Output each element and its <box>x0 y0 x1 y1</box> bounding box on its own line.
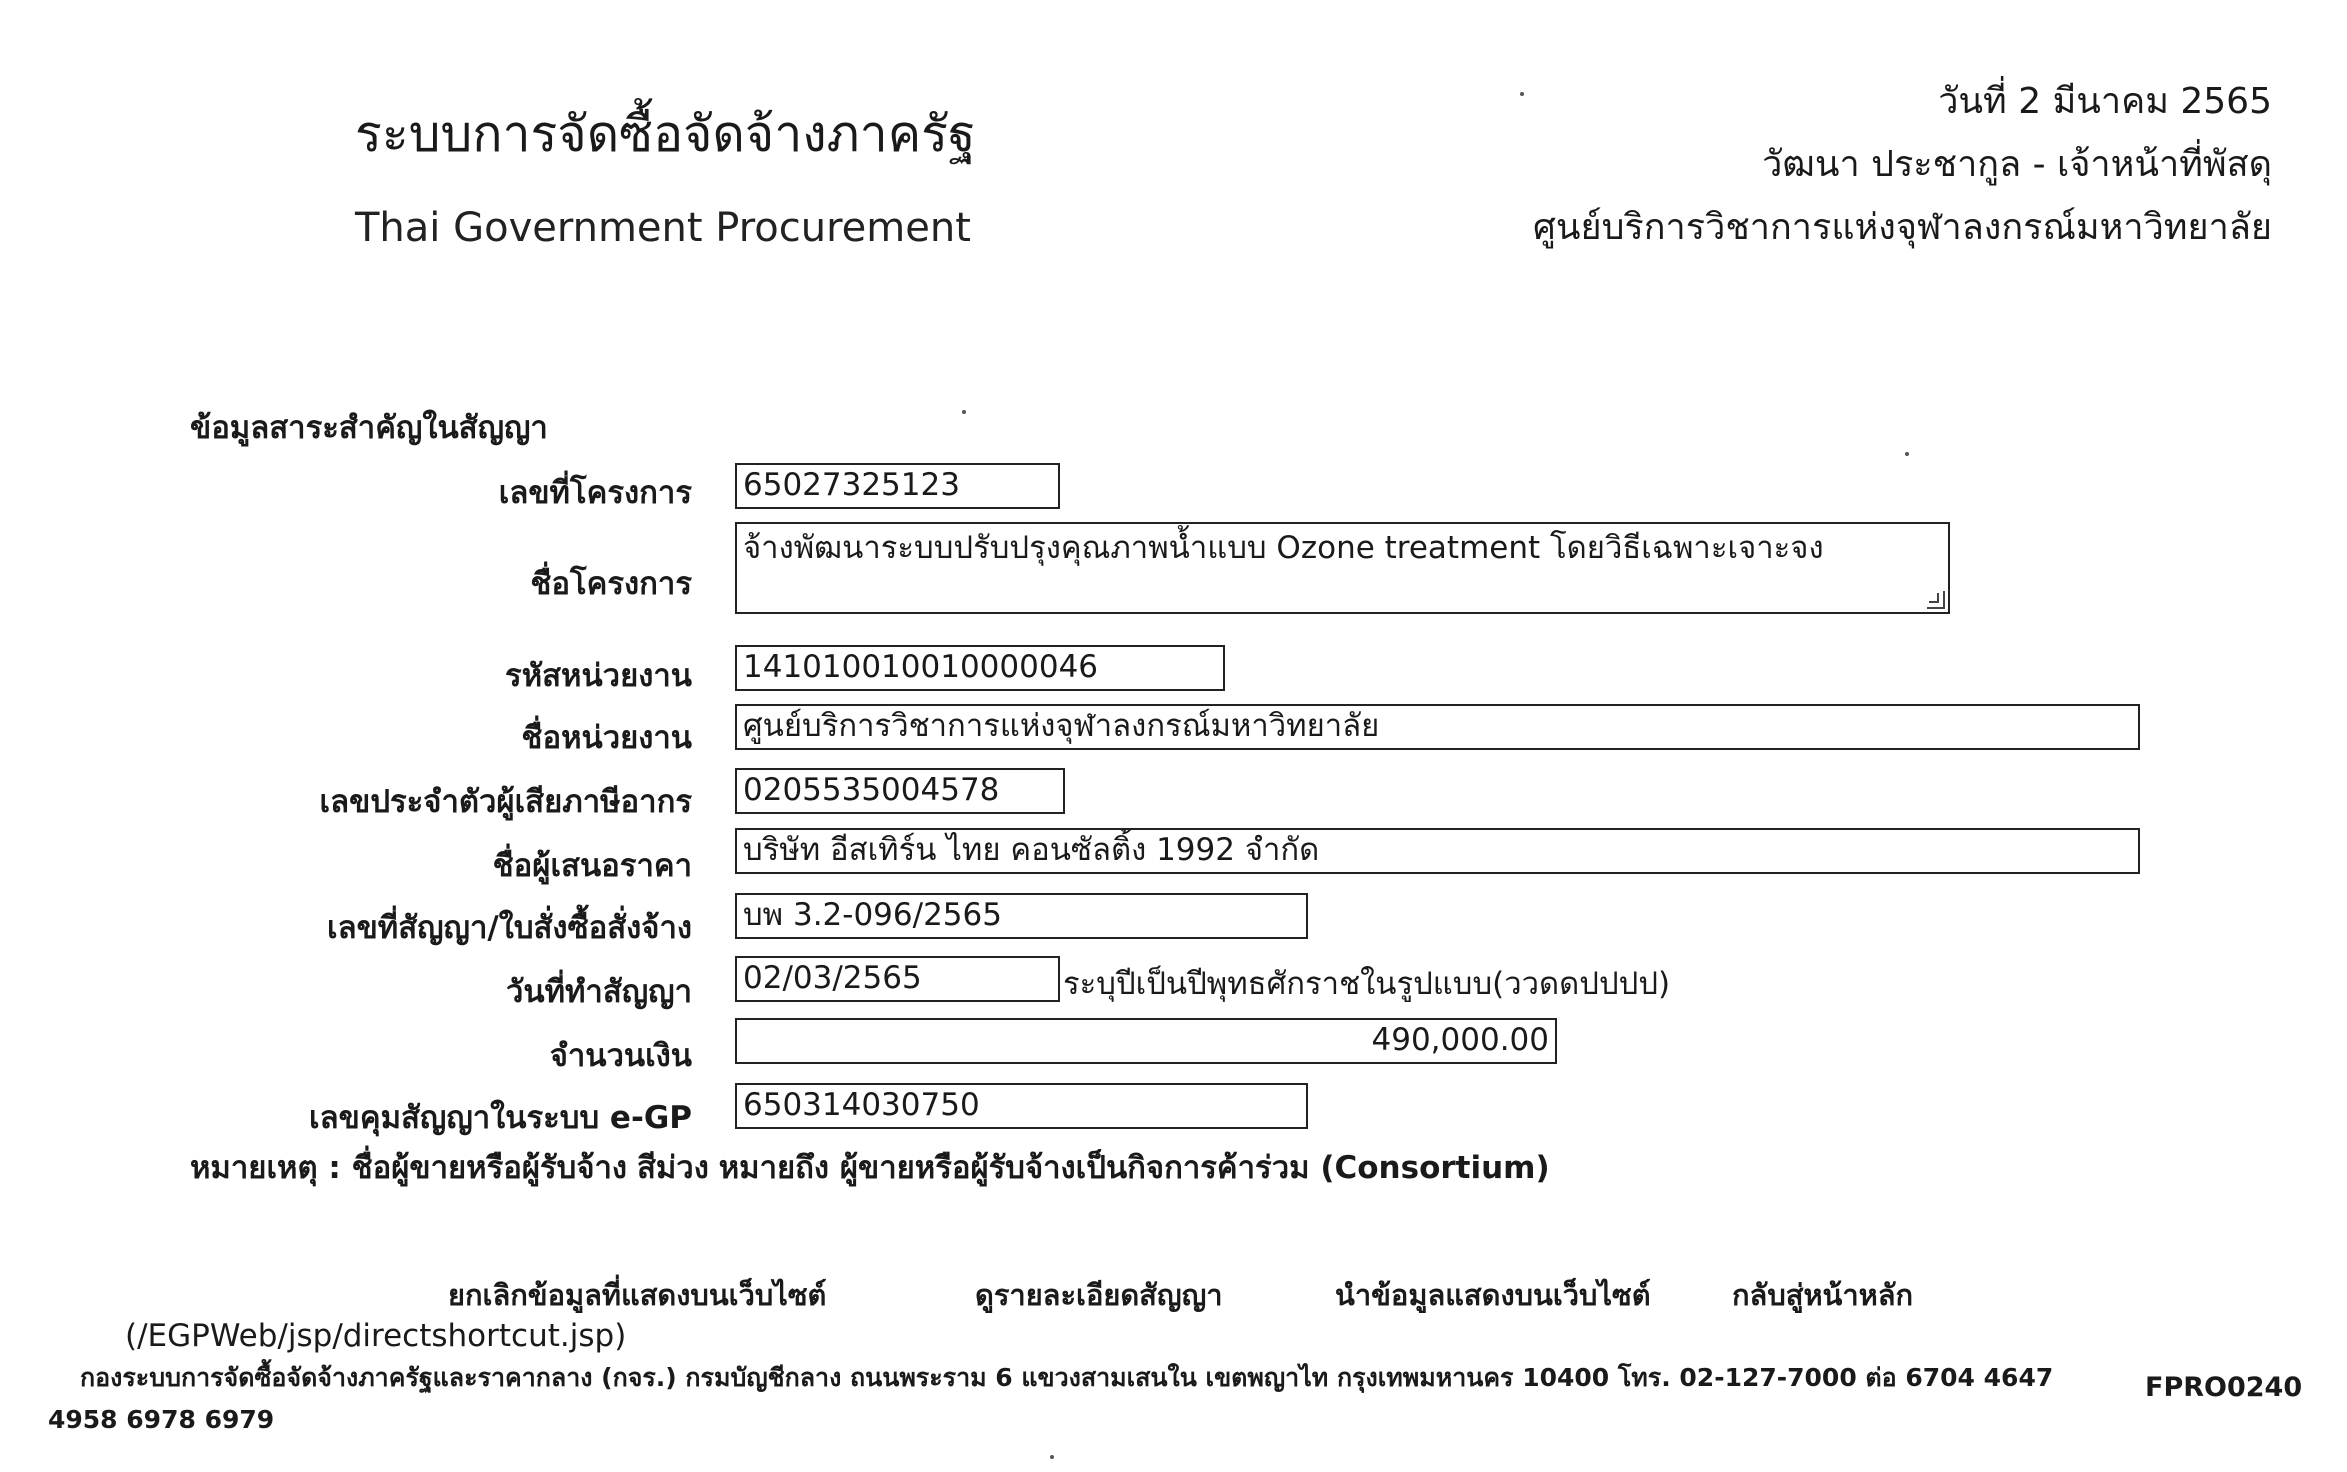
bidder-name-field[interactable] <box>735 828 2140 874</box>
header-user: วัฒนา ประชากูล - เจ้าหน้าที่พัสดุ <box>1762 144 2272 185</box>
agency-code-value: 141010010010000046 <box>743 649 1099 685</box>
contract-date-value: 02/03/2565 <box>743 960 922 996</box>
footer-phone-extensions: 4958 6978 6979 <box>48 1405 275 1434</box>
contract-no-label: เลขที่สัญญา/ใบสั่งซื้อสั่งจ้าง <box>327 910 692 946</box>
agency-code-label: รหัสหน่วยงาน <box>505 658 692 694</box>
project-no-label: เลขที่โครงการ <box>498 475 692 511</box>
contract-date-label: วันที่ทำสัญญา <box>505 974 692 1010</box>
home-link[interactable]: กลับสู่หน้าหลัก <box>1732 1278 1914 1312</box>
scan-speck <box>1520 92 1524 96</box>
cancel-publish-link[interactable]: ยกเลิกข้อมูลที่แสดงบนเว็บไซต์ <box>448 1278 827 1312</box>
egp-no-field[interactable] <box>735 1083 1308 1129</box>
project-no-value: 65027325123 <box>743 467 960 503</box>
project-name-field[interactable] <box>735 522 1950 614</box>
note-highlight: สีม่วง <box>636 1150 709 1186</box>
agency-name-field[interactable] <box>735 704 2140 750</box>
contract-no-value: บพ 3.2-096/2565 <box>743 897 1002 933</box>
scan-speck <box>1050 1455 1054 1459</box>
agency-name-label: ชื่อหน่วยงาน <box>521 720 692 756</box>
section-title: ข้อมูลสาระสำคัญในสัญญา <box>190 410 548 446</box>
contract-date-hint: ระบุปีเป็นปีพุทธศักราชในรูปแบบ(ววดดปปปป) <box>1063 966 1671 1002</box>
agency-name-value: ศูนย์บริการวิชาการแห่งจุฬาลงกรณ์มหาวิทยาลัย <box>743 708 1380 744</box>
header-date: วันที่ 2 มีนาคม 2565 <box>1938 81 2272 122</box>
project-name-value: จ้างพัฒนาระบบปรับปรุงคุณภาพน้ำแบบ Ozone treatment โดยวิธีเฉพาะเจาะจง <box>743 530 1824 566</box>
tax-id-value: 0205535004578 <box>743 772 1000 808</box>
footer-address: กองระบบการจัดซื้อจัดจ้างภาครัฐและราคากลาง (กจร.) กรมบัญชีกลาง ถนนพระราม 6 แขวงสามเสนใน เขตพญาไท กรุงเทพมหานคร 10400 โทร. 02-127-7000 ต่อ 6704 4647 <box>80 1363 2054 1392</box>
view-contract-link[interactable]: ดูรายละเอียดสัญญา <box>975 1278 1223 1312</box>
shortcut-url: (/EGPWeb/jsp/directshortcut.jsp) <box>125 1318 627 1354</box>
resize-handle-icon[interactable] <box>1927 591 1945 609</box>
note-middle: หมายถึง ผู้ขายหรือผู้รับจ้างเป็นกิจการค้าร่วม (Consortium) <box>718 1150 1550 1186</box>
amount-value: 490,000.00 <box>1371 1022 1549 1058</box>
agency-code-field[interactable] <box>735 645 1225 691</box>
system-title-thai: ระบบการจัดซื้อจัดจ้างภาครัฐ <box>355 105 976 163</box>
header-organization: ศูนย์บริการวิชาการแห่งจุฬาลงกรณ์มหาวิทยาลัย <box>1533 207 2272 248</box>
scan-speck <box>962 410 966 414</box>
tax-id-label: เลขประจำตัวผู้เสียภาษีอากร <box>319 784 692 820</box>
note-text <box>190 1142 1550 1192</box>
amount-field[interactable] <box>735 1018 1557 1064</box>
egp-no-value: 650314030750 <box>743 1087 980 1123</box>
form-code: FPRO0240 <box>2145 1372 2303 1403</box>
bidder-name-label: ชื่อผู้เสนอราคา <box>492 848 692 884</box>
note-prefix: หมายเหตุ : ชื่อผู้ขายหรือผู้รับจ้าง <box>190 1150 628 1186</box>
bidder-name-value: บริษัท อีสเทิร์น ไทย คอนซัลติ้ง 1992 จำกัด <box>743 832 1320 868</box>
scan-speck <box>1905 452 1909 456</box>
project-no-field[interactable] <box>735 463 1060 509</box>
project-name-label: ชื่อโครงการ <box>530 566 692 602</box>
contract-date-field[interactable] <box>735 956 1060 1002</box>
system-title-english: Thai Government Procurement <box>355 205 971 251</box>
publish-link[interactable]: นำข้อมูลแสดงบนเว็บไซต์ <box>1335 1278 1651 1312</box>
contract-no-field[interactable] <box>735 893 1308 939</box>
egp-no-label: เลขคุมสัญญาในระบบ e-GP <box>309 1100 692 1136</box>
amount-label: จำนวนเงิน <box>549 1038 692 1074</box>
tax-id-field[interactable] <box>735 768 1065 814</box>
